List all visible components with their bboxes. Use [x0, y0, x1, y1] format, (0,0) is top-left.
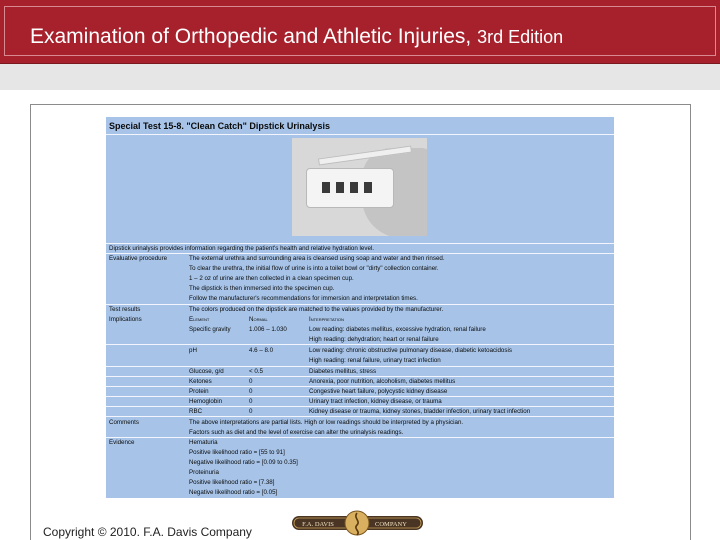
table-cell-interpretation: Congestive heart failure, polycystic kidney disease — [309, 388, 448, 395]
evidence-line: Positive likelihood ratio = [55 to 91] — [189, 449, 285, 456]
divider — [106, 134, 614, 135]
table-cell-element: pH — [189, 347, 197, 354]
table-cell-normal: 0 — [249, 408, 253, 415]
divider — [106, 437, 614, 438]
table-cell-interpretation: Urinary tract infection, kidney disease, or trauma — [309, 398, 442, 405]
divider — [106, 376, 614, 377]
color-pad — [350, 182, 358, 193]
dipstick-photo — [292, 138, 427, 236]
table-cell-element: RBC — [189, 408, 203, 415]
procedure-step: The dipstick is then immersed into the specimen cup. — [189, 285, 335, 292]
divider — [106, 416, 614, 417]
panel-title: Special Test 15-8. "Clean Catch" Dipstick Urinalysis — [109, 121, 330, 131]
title-main: Examination of Orthopedic and Athletic Injuries, — [30, 25, 472, 48]
divider — [106, 366, 614, 367]
color-pad — [322, 182, 330, 193]
color-pad — [364, 182, 372, 193]
procedure-step: 1 – 2 oz of urine are then collected in a clean specimen cup. — [189, 275, 354, 282]
divider — [106, 243, 614, 244]
table-cell-element: Ketones — [189, 378, 212, 385]
divider — [106, 396, 614, 397]
table-cell-interpretation: High reading: dehydration; heart or renal failure — [309, 336, 439, 343]
slide-title — [30, 25, 563, 49]
comment-text: The above interpretations are partial lists. High or low readings should be interpreted by a physician. — [189, 419, 464, 426]
copyright-text: Copyright © 2010. F.A. Davis Company — [43, 525, 252, 539]
intro-text: Dipstick urinalysis provides information regarding the patient's health and relative hydration level. — [109, 245, 374, 252]
table-cell-interpretation: High reading: renal failure, urinary tract infection — [309, 357, 441, 364]
divider — [106, 253, 614, 254]
table-cell-interpretation: Diabetes mellitus, stress — [309, 368, 377, 375]
logo-text-left: F.A. DAVIS — [302, 521, 334, 529]
table-cell-element: Hemoglobin — [189, 398, 223, 405]
procedure-step: To clear the urethra, the initial flow of urine is into a toilet bowl or "dirty" collection container. — [189, 265, 439, 272]
divider — [106, 304, 614, 305]
label-test-results: Test results — [109, 306, 141, 313]
label-evaluative: Evaluative procedure — [109, 255, 168, 262]
table-cell-interpretation: Low reading: diabetes mellitus, excessive hydration, renal failure — [309, 326, 486, 333]
divider — [106, 386, 614, 387]
label-implications: Implications — [109, 316, 142, 323]
table-cell-element: Protein — [189, 388, 209, 395]
table-cell-interpretation: Anorexia, poor nutrition, alcoholism, diabetes mellitus — [309, 378, 456, 385]
logo-text-right: COMPANY — [375, 521, 407, 529]
evidence-line: Positive likelihood ratio = [7.38] — [189, 479, 275, 486]
table-header-normal: Normal — [249, 316, 268, 323]
evidence-line: Hematuria — [189, 439, 218, 446]
evidence-line: Negative likelihood ratio = [0.05] — [189, 489, 278, 496]
table-cell-normal: < 0.5 — [249, 368, 263, 375]
procedure-step: The external urethra and surrounding area is cleansed using soap and water and then rinsed. — [189, 255, 445, 262]
label-evidence: Evidence — [109, 439, 135, 446]
table-cell-interpretation: Kidney disease or trauma, kidney stones, bladder infection, urinary tract infection — [309, 408, 531, 415]
table-cell-normal: 0 — [249, 378, 253, 385]
table-cell-normal: 0 — [249, 388, 253, 395]
label-comments: Comments — [109, 419, 139, 426]
fa-davis-logo — [290, 509, 425, 537]
table-cell-normal: 1.006 – 1.030 — [249, 326, 287, 333]
table-header-element: Element — [189, 316, 210, 323]
table-cell-normal: 4.6 – 8.0 — [249, 347, 274, 354]
table-cell-element: Specific gravity — [189, 326, 231, 333]
table-cell-interpretation: Low reading: chronic obstructive pulmonary disease, diabetic ketoacidosis — [309, 347, 512, 354]
title-edition: 3rd Edition — [477, 27, 564, 47]
evidence-line: Negative likelihood ratio = [0.09 to 0.35] — [189, 459, 298, 466]
color-pad — [336, 182, 344, 193]
table-cell-element: Glucose, g/d — [189, 368, 224, 375]
comment-text: Factors such as diet and the level of exercise can alter the urinalysis readings. — [189, 429, 404, 436]
special-test-panel — [106, 117, 614, 498]
table-cell-normal: 0 — [249, 398, 253, 405]
table-header-interpretation: Interpretation — [309, 316, 344, 323]
divider — [106, 406, 614, 407]
divider — [106, 344, 614, 345]
results-text: The colors produced on the dipstick are matched to the values provided by the manufacturer. — [189, 306, 444, 313]
procedure-step: Follow the manufacturer's recommendations for immersion and interpretation times. — [189, 295, 418, 302]
slide-header — [0, 0, 720, 64]
header-band — [0, 64, 720, 90]
evidence-line: Proteinuria — [189, 469, 219, 476]
